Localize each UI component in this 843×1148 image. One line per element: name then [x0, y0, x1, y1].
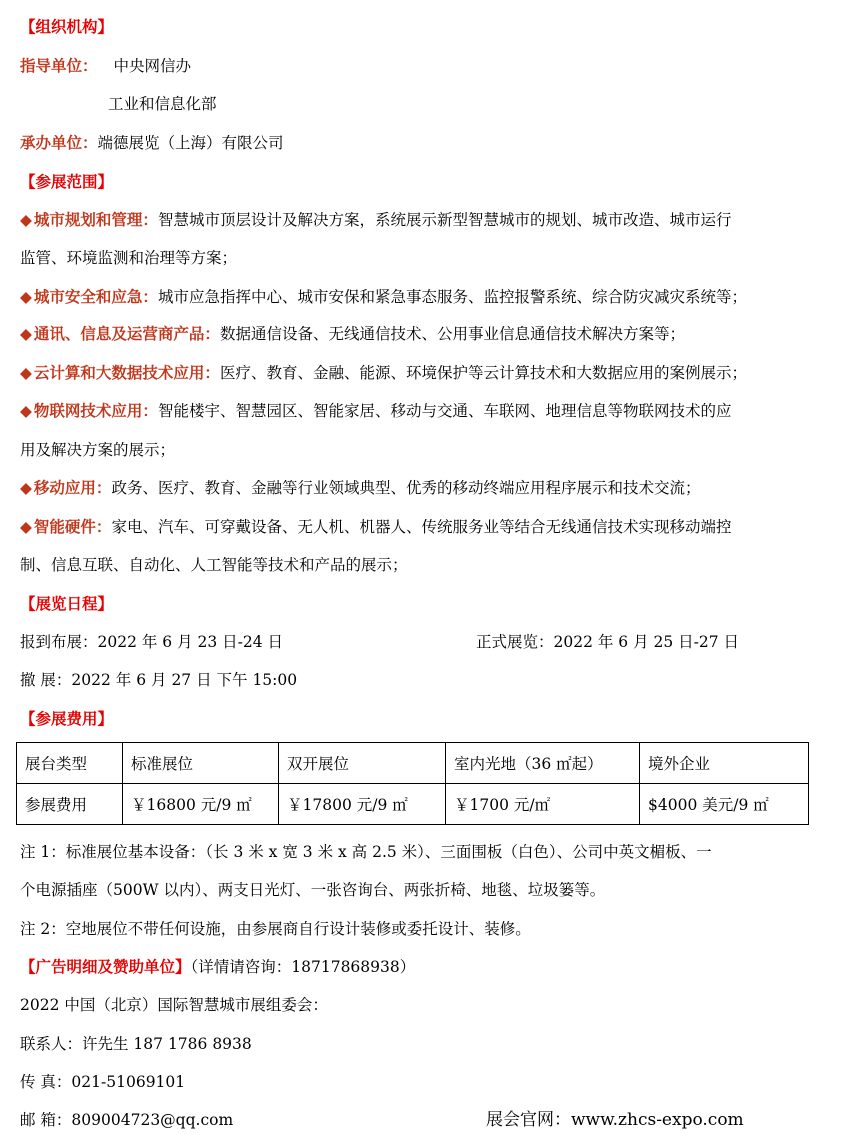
scope-item-desc: 智慧城市顶层设计及解决方案，系统展示新型智慧城市的规划、城市改造、城市运行 — [157, 211, 732, 229]
guide-label: 指导单位： — [20, 57, 98, 75]
diamond-bullet-icon: ◆ — [20, 325, 32, 343]
fee-note-2: 注 2：空地展位不带任何设施，由参展商自行设计装修或委托设计、装修。 — [20, 920, 531, 938]
table-cell: 参展费用 — [17, 784, 123, 825]
scope-item-desc: 城市应急指挥中心、城市安保和紧急事态服务、监控报警系统、综合防灾减灾系统等； — [157, 288, 747, 306]
table-cell: ￥1700 元/㎡ — [446, 784, 640, 825]
scope-item-urban-safety — [20, 287, 747, 307]
table-cell: ￥17800 元/9 ㎡ — [279, 784, 446, 825]
guide-unit-1: 中央网信办 — [113, 57, 192, 75]
scope-item-continuation: 用及解决方案的展示； — [20, 441, 176, 459]
scope-item-mobile — [20, 478, 700, 498]
scope-item-continuation: 制、信息互联、自动化、人工智能等技术和产品的展示； — [20, 556, 408, 574]
fee-note-1-continuation: 个电源插座（500W 以内）、两支日光灯、一张咨询台、两张折椅、地毯、垃圾篓等。 — [20, 881, 606, 899]
ads-row — [20, 957, 415, 977]
fees-heading: 【参展费用】 — [20, 710, 114, 728]
scope-item-title: 移动应用： — [33, 479, 112, 497]
host-label: 承办单位： — [20, 134, 98, 152]
schedule-official: 正式展览：2022 年 6 月 25 日-27 日 — [476, 633, 740, 651]
diamond-bullet-icon: ◆ — [20, 288, 32, 306]
diamond-bullet-icon: ◆ — [20, 518, 32, 536]
scope-item-title: 云计算和大数据技术应用： — [33, 364, 220, 382]
scope-item-desc: 医疗、教育、金融、能源、环境保护等云计算技术和大数据应用的案例展示； — [219, 364, 747, 382]
host-value: 端德展览（上海）有限公司 — [97, 134, 284, 152]
diamond-bullet-icon: ◆ — [20, 402, 32, 420]
diamond-bullet-icon: ◆ — [20, 211, 32, 229]
contact-website: 展会官网：www.zhcs-expo.com — [486, 1110, 744, 1130]
table-cell: 境外企业 — [640, 743, 809, 784]
scope-item-desc: 数据通信设备、无线通信技术、公用事业信息通信技术解决方案等； — [219, 325, 685, 343]
table-cell: ￥16800 元/9 ㎡ — [123, 784, 279, 825]
scope-item-title: 城市安全和应急： — [33, 288, 158, 306]
scope-item-urban-planning — [20, 210, 731, 230]
scope-item-title: 智能硬件： — [33, 518, 112, 536]
guide-unit-2: 工业和信息化部 — [108, 95, 217, 113]
table-cell: 双开展位 — [279, 743, 446, 784]
diamond-bullet-icon: ◆ — [20, 479, 32, 497]
contact-committee: 2022 中国（北京）国际智慧城市展组委会： — [20, 996, 328, 1014]
schedule-teardown: 撤 展：2022 年 6 月 27 日 下午 15:00 — [20, 671, 298, 689]
fee-table — [16, 742, 809, 825]
scope-item-hardware — [20, 517, 731, 537]
fee-note-1: 注 1：标准展位基本设备：（长 3 米 x 宽 3 米 x 高 2.5 米）、三面围板（白色）、公司中英文楣板、一 — [20, 843, 712, 861]
schedule-setup: 报到布展：2022 年 6 月 23 日-24 日 — [20, 633, 284, 651]
scope-item-title: 物联网技术应用： — [33, 402, 158, 420]
ads-heading: 【广告明细及赞助单位】 — [20, 958, 191, 976]
ads-inquiry: （详情请咨询：18717868938） — [190, 958, 416, 976]
scope-item-desc: 政务、医疗、教育、金融等行业领域典型、优秀的移动终端应用程序展示和技术交流； — [111, 479, 701, 497]
contact-person: 联系人：许先生 187 1786 8938 — [20, 1035, 252, 1053]
table-cell: $4000 美元/9 ㎡ — [640, 784, 809, 825]
table-cell: 标准展位 — [123, 743, 279, 784]
scope-item-title: 通讯、信息及运营商产品： — [33, 325, 220, 343]
scope-item-desc: 家电、汽车、可穿戴设备、无人机、机器人、传统服务业等结合无线通信技术实现移动端控 — [111, 518, 732, 536]
scope-item-cloud — [20, 363, 747, 383]
scope-item-iot — [20, 401, 731, 421]
org-heading: 【组织机构】 — [20, 18, 114, 36]
contact-email: 邮 箱：809004723@qq.com — [20, 1111, 234, 1129]
host-unit-row — [20, 133, 284, 153]
table-row — [17, 743, 809, 784]
contact-fax: 传 真：021-51069101 — [20, 1073, 186, 1091]
scope-item-telecom — [20, 324, 685, 344]
scope-item-title: 城市规划和管理： — [33, 211, 158, 229]
diamond-bullet-icon: ◆ — [20, 364, 32, 382]
guide-unit-row — [20, 56, 191, 76]
table-cell: 室内光地（36 ㎡起） — [446, 743, 640, 784]
table-row — [17, 784, 809, 825]
scope-item-continuation: 监管、环境监测和治理等方案； — [20, 249, 238, 267]
table-cell: 展台类型 — [17, 743, 123, 784]
scope-item-desc: 智能楼宇、智慧园区、智能家居、移动与交通、车联网、地理信息等物联网技术的应 — [157, 402, 732, 420]
schedule-heading: 【展览日程】 — [20, 595, 114, 613]
scope-heading: 【参展范围】 — [20, 173, 114, 191]
